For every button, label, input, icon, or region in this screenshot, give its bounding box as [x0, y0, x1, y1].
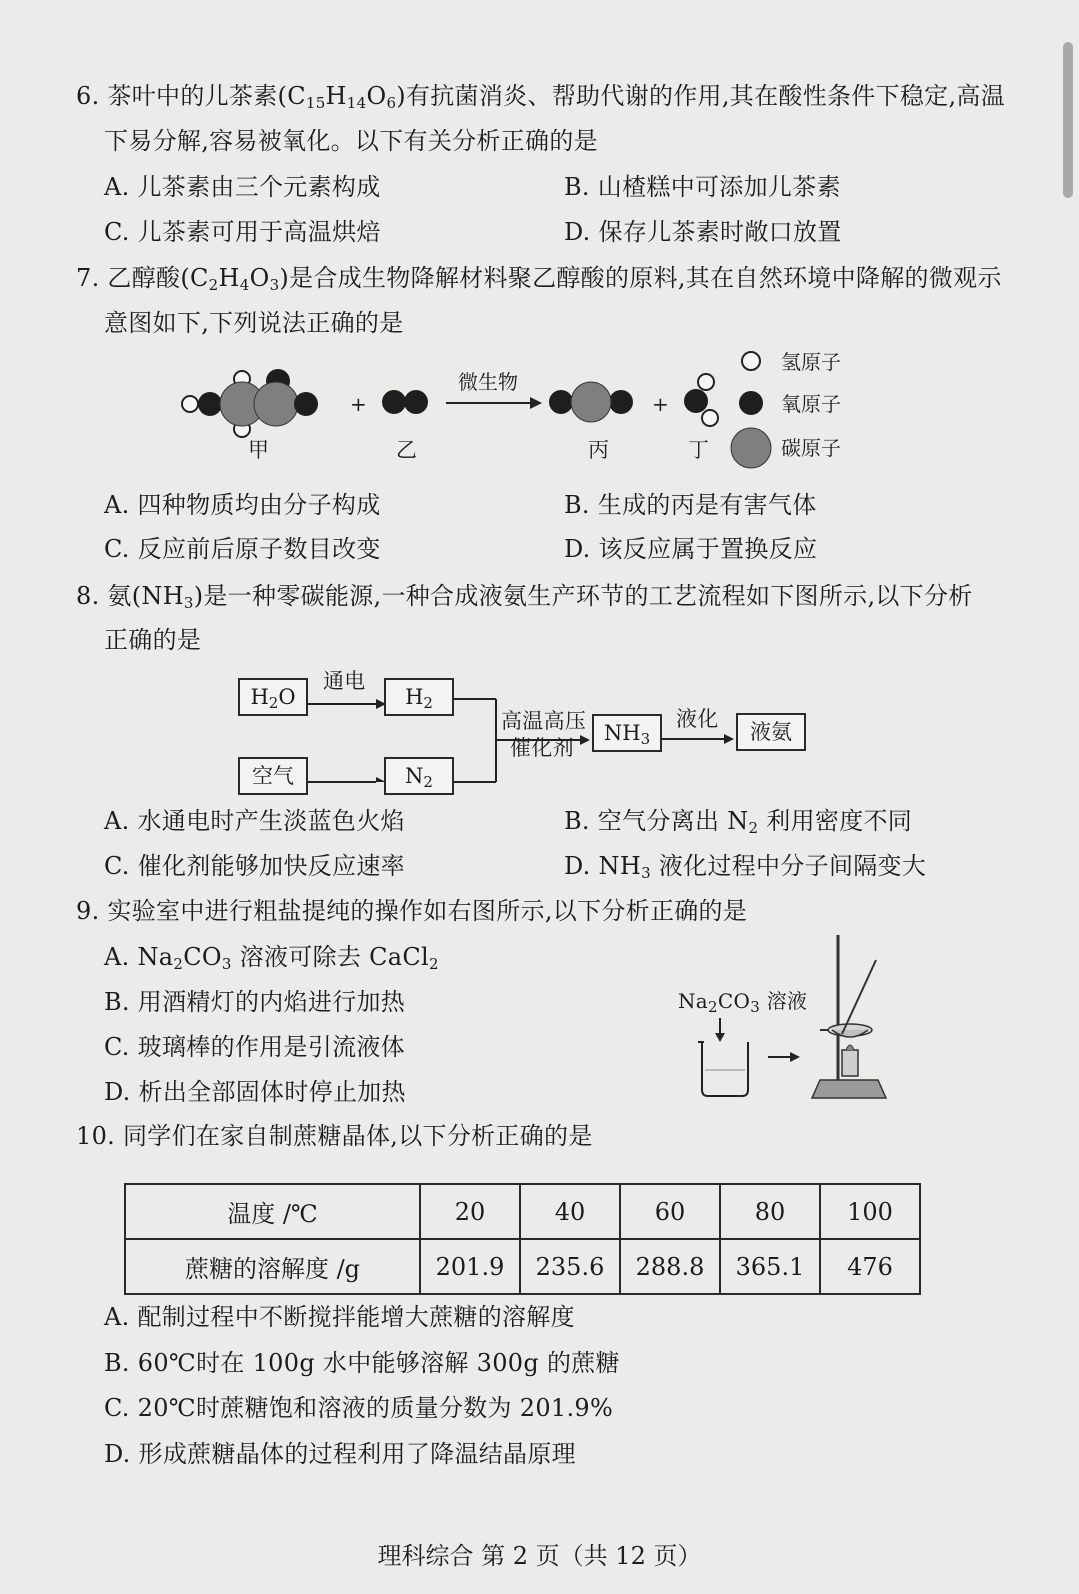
q10-option-a: A. 配制过程中不断搅拌能增大蔗糖的溶解度 — [104, 1303, 575, 1331]
q7-option-a: A. 四种物质均由分子构成 — [104, 491, 381, 519]
label-bing: 丙 — [588, 438, 609, 462]
label-cond-1: 高温高压 — [501, 709, 587, 733]
q8-option-c: C. 催化剂能够加快反应速率 — [104, 852, 405, 880]
molecule-yi — [382, 390, 428, 414]
legend-o-label: 氧原子 — [781, 392, 841, 416]
scrollbar[interactable] — [1063, 42, 1073, 198]
fig-na2co3-label: $Na_2CO_3$ 溶液 — [678, 989, 808, 1016]
legend-h-label: 氢原子 — [781, 350, 841, 374]
legend-c-swatch — [731, 428, 771, 468]
table-cell: 40 — [520, 1184, 620, 1239]
q9-option-d: D. 析出全部固体时停止加热 — [104, 1078, 406, 1106]
plus-sign-1: + — [350, 392, 367, 416]
q8-option-a: A. 水通电时产生淡蓝色火焰 — [104, 807, 405, 835]
solubility-table — [124, 1183, 921, 1295]
label-cond-2: 催化剂 — [510, 736, 574, 760]
q10-option-b: B. 60℃时在 100g 水中能够溶解 300g 的蔗糖 — [104, 1349, 620, 1377]
q7-option-b: B. 生成的丙是有害气体 — [564, 491, 817, 519]
molecule-jia — [182, 369, 318, 437]
label-jia: 甲 — [248, 438, 269, 462]
table-row-temperature — [125, 1184, 920, 1239]
q9-apparatus-figure — [690, 930, 930, 1110]
q6-stem-line2: 下易分解,容易被氧化。以下有关分析正确的是 — [104, 127, 598, 155]
box-nh3: $NH_3$ — [592, 714, 662, 752]
q9-option-c: C. 玻璃棒的作用是引流液体 — [104, 1033, 405, 1061]
table-cell: 288.8 — [620, 1239, 720, 1294]
table-cell: 476 — [820, 1239, 920, 1294]
table-cell: 80 — [720, 1184, 820, 1239]
plus-sign-2: + — [652, 392, 669, 416]
box-air: 空气 — [238, 757, 308, 795]
molecule-bing — [549, 382, 633, 422]
q7-stem-line1: 7. 乙醇酸$(C_2H_4O_3)$是合成生物降解材料聚乙醇酸的原料,其在自然环境中降解的微观示 — [76, 264, 1002, 294]
q6-option-b: B. 山楂糕中可添加儿茶素 — [564, 173, 841, 201]
box-n2: $N_2$ — [384, 757, 454, 795]
q6-option-d: D. 保存儿茶素时敞口放置 — [564, 218, 842, 246]
table-cell: 100 — [820, 1184, 920, 1239]
box-h2o: $H_2O$ — [238, 678, 308, 716]
table-cell: 365.1 — [720, 1239, 820, 1294]
legend-c-label: 碳原子 — [781, 436, 841, 460]
evaporation-stand-icon — [812, 935, 886, 1098]
q6-option-a: A. 儿茶素由三个元素构成 — [104, 173, 381, 201]
q10-stem: 10. 同学们在家自制蔗糖晶体,以下分析正确的是 — [76, 1122, 593, 1150]
q9-option-b: B. 用酒精灯的内焰进行加热 — [104, 988, 406, 1016]
table-header-temperature: 温度 /℃ — [125, 1184, 420, 1239]
label-yi: 乙 — [396, 438, 417, 462]
legend — [731, 350, 841, 468]
q8-option-b: B. 空气分离出 $N_2$ 利用密度不同 — [564, 807, 913, 837]
q8-stem-line1: 8. 氨$(NH_3)$是一种零碳能源,一种合成液氨生产环节的工艺流程如下图所示,以下分析 — [76, 582, 973, 612]
q10-option-d: D. 形成蔗糖晶体的过程利用了降温结晶原理 — [104, 1440, 576, 1468]
legend-h-swatch — [742, 352, 760, 370]
q9-stem: 9. 实验室中进行粗盐提纯的操作如右图所示,以下分析正确的是 — [76, 897, 748, 925]
q7-option-d: D. 该反应属于置换反应 — [564, 535, 818, 563]
arrow-label: 微生物 — [458, 370, 518, 394]
q8-option-d: D. $NH_3$ 液化过程中分子间隔变大 — [564, 852, 927, 882]
molecule-ding — [684, 374, 718, 426]
table-cell: 60 — [620, 1184, 720, 1239]
label-yehua: 液化 — [676, 707, 719, 731]
table-row-solubility — [125, 1239, 920, 1294]
box-liquid-ammonia: 液氨 — [736, 713, 806, 751]
page-footer: 理科综合 第 2 页（共 12 页） — [377, 1542, 702, 1570]
label-ding: 丁 — [688, 438, 709, 462]
q7-option-c: C. 反应前后原子数目改变 — [104, 535, 381, 563]
table-cell: 235.6 — [520, 1239, 620, 1294]
table-cell: 20 — [420, 1184, 520, 1239]
arrow-head — [530, 397, 542, 409]
beaker-icon — [698, 1042, 748, 1096]
q7-molecule-diagram — [170, 345, 890, 475]
table-header-solubility: 蔗糖的溶解度 /g — [125, 1239, 420, 1294]
q7-stem-line2: 意图如下,下列说法正确的是 — [104, 309, 404, 337]
q10-option-c: C. 20℃时蔗糖饱和溶液的质量分数为 201.9% — [104, 1394, 614, 1422]
q6-option-c: C. 儿茶素可用于高温烘焙 — [104, 218, 381, 246]
q6-stem-line1: 6. 茶叶中的儿茶素$(C_{15}H_{14}O_6)$有抗菌消炎、帮助代谢的作用,其在酸性条件下稳定,高温 — [76, 82, 1006, 112]
legend-o-swatch — [739, 391, 763, 415]
q9-option-a: A. $Na_2CO_3$ 溶液可除去 CaCl$_2$ — [104, 943, 439, 973]
q8-stem-line2: 正确的是 — [104, 626, 202, 654]
table-cell: 201.9 — [420, 1239, 520, 1294]
box-h2: $H_2$ — [384, 678, 454, 716]
label-tongdian: 通电 — [323, 669, 366, 693]
